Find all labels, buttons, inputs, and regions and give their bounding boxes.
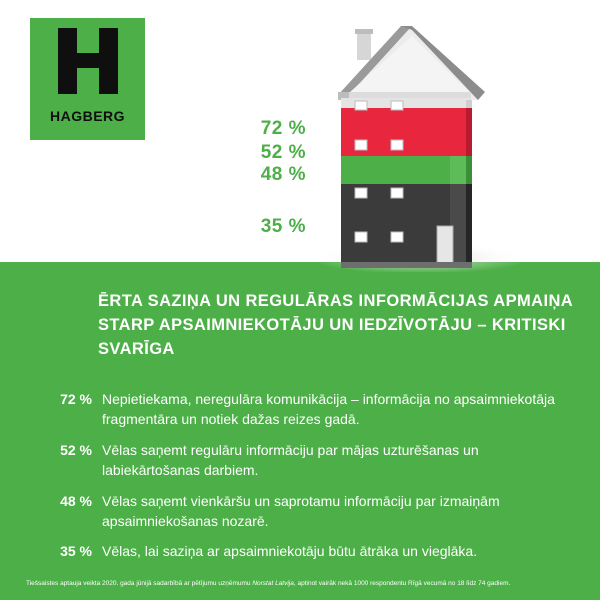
stat-percent: 48 % [60, 493, 92, 509]
stat-text: Vēlas, lai saziņa ar apsaimniekotāju būtu ātrāka un vieglāka. [102, 543, 478, 559]
house-label-52: 52 % [260, 142, 306, 163]
stat-text: Vēlas saņemt regulāru informāciju par mājas uzturēšanas un labiekārtošanas darbiem. [102, 442, 479, 478]
stat-percent: 52 % [60, 442, 92, 458]
house-illustration [310, 10, 530, 272]
logo-h-icon [58, 28, 118, 94]
hagberg-logo [30, 18, 145, 140]
stat-percent: 35 % [60, 543, 92, 559]
footnote-text-start: Tiešsaistes aptauja veikta 2020. gada jūnijā sadarbībā ar pētījumu uzņēmumu [26, 580, 253, 587]
footnote-text-end: , aptinot vairāk nekā 1000 respondentu Rīgā vecumā no 18 līdz 74 gadiem. [293, 580, 511, 587]
footnote [26, 580, 586, 587]
headline: ĒRTA SAZIŅA UN REGULĀRAS INFORMĀCIJAS APMAIŅA STARP APSAIMNIEKOTĀJU UN IEDZĪVOTĀJU – KRITISKI SVARĪGA [98, 292, 573, 358]
stat-text: Vēlas saņemt vienkāršu un saprotamu informāciju par izmaiņām apsaimniekošanas nozarē. [102, 493, 500, 529]
footnote-company: Norstat Latvija [252, 580, 294, 587]
house-segment-green [341, 156, 466, 184]
stat-text: Nepietiekama, neregulāra komunikācija – informācija no apsaimniekotāja fragmentāra un notiek dažas reizes gadā. [102, 391, 555, 427]
stat-percent: 72 % [60, 391, 92, 407]
house-door [437, 226, 453, 266]
chimney [357, 32, 371, 60]
house-label-48: 48 % [260, 164, 306, 185]
house-label-72: 72 % [260, 118, 306, 139]
logo-text: HAGBERG [49, 108, 126, 124]
house-label-35: 35 % [260, 216, 306, 237]
